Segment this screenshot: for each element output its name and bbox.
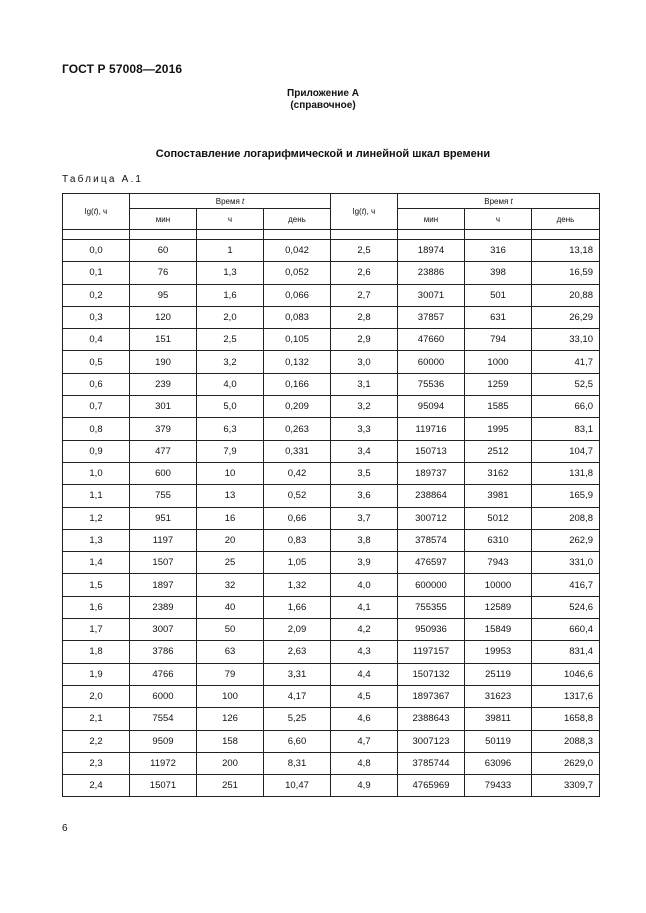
cell-min-right: 30071	[398, 284, 465, 306]
page-number: 6	[62, 823, 68, 834]
time-scale-table	[62, 193, 600, 797]
cell-lg-right: 2,6	[331, 262, 398, 284]
cell-lg-right: 4,1	[331, 596, 398, 618]
cell-hour-right: 794	[465, 329, 532, 351]
cell-day-right: 831,4	[532, 641, 600, 663]
cell-day-left: 4,17	[264, 685, 331, 707]
cell-min-left: 120	[130, 306, 197, 328]
cell-day-left: 6,60	[264, 730, 331, 752]
cell-day-right: 416,7	[532, 574, 600, 596]
cell-hour-left: 5,0	[197, 396, 264, 418]
cell-day-left: 0,083	[264, 306, 331, 328]
cell-lg-left: 1,5	[63, 574, 130, 596]
cell-hour-right: 79433	[465, 775, 532, 797]
cell-lg-left: 2,4	[63, 775, 130, 797]
cell-min-left: 477	[130, 440, 197, 462]
cell-min-left: 600	[130, 462, 197, 484]
cell-min-right: 60000	[398, 351, 465, 373]
cell-day-right: 660,4	[532, 619, 600, 641]
header-hour: ч	[197, 209, 264, 230]
table-row	[63, 663, 600, 685]
table-row	[63, 373, 600, 395]
cell-day-right: 3309,7	[532, 775, 600, 797]
cell-min-left: 60	[130, 240, 197, 262]
table-label: Таблица А.1	[62, 174, 144, 185]
cell-day-right: 66,0	[532, 396, 600, 418]
cell-min-right: 755355	[398, 596, 465, 618]
cell-hour-right: 631	[465, 306, 532, 328]
cell-lg-right: 4,6	[331, 708, 398, 730]
time-label: Время t	[484, 196, 513, 206]
cell-day-left: 5,25	[264, 708, 331, 730]
cell-lg-right: 3,8	[331, 529, 398, 551]
cell-hour-left: 1	[197, 240, 264, 262]
table-row	[63, 574, 600, 596]
header-hour: ч	[465, 209, 532, 230]
cell-min-right: 37857	[398, 306, 465, 328]
cell-lg-left: 0,8	[63, 418, 130, 440]
cell-lg-right: 4,5	[331, 685, 398, 707]
cell-day-left: 0,042	[264, 240, 331, 262]
cell-hour-right: 2512	[465, 440, 532, 462]
cell-hour-right: 12589	[465, 596, 532, 618]
cell-hour-left: 10	[197, 462, 264, 484]
cell-hour-left: 1,3	[197, 262, 264, 284]
cell-hour-left: 251	[197, 775, 264, 797]
lg-symbol: lg(t), ч	[352, 207, 376, 216]
table-row	[63, 240, 600, 262]
cell-min-right: 476597	[398, 552, 465, 574]
cell-lg-left: 1,9	[63, 663, 130, 685]
cell-lg-left: 0,9	[63, 440, 130, 462]
cell-hour-right: 10000	[465, 574, 532, 596]
table-row	[63, 462, 600, 484]
cell-day-right: 16,59	[532, 262, 600, 284]
table-row	[63, 619, 600, 641]
cell-min-right: 119716	[398, 418, 465, 440]
cell-lg-left: 2,0	[63, 685, 130, 707]
cell-hour-right: 25119	[465, 663, 532, 685]
cell-lg-left: 1,0	[63, 462, 130, 484]
cell-lg-left: 2,3	[63, 752, 130, 774]
appendix-heading	[0, 88, 646, 112]
cell-lg-left: 1,4	[63, 552, 130, 574]
header-time-right	[398, 194, 600, 209]
header-time-left	[130, 194, 331, 209]
cell-day-right: 262,9	[532, 529, 600, 551]
cell-lg-right: 4,0	[331, 574, 398, 596]
cell-hour-right: 501	[465, 284, 532, 306]
cell-min-right: 4765969	[398, 775, 465, 797]
cell-min-right: 950936	[398, 619, 465, 641]
cell-hour-right: 6310	[465, 529, 532, 551]
cell-lg-left: 2,2	[63, 730, 130, 752]
cell-hour-left: 16	[197, 507, 264, 529]
cell-min-left: 9509	[130, 730, 197, 752]
cell-min-left: 1197	[130, 529, 197, 551]
cell-hour-right: 398	[465, 262, 532, 284]
header-min: мин	[130, 209, 197, 230]
cell-hour-left: 13	[197, 485, 264, 507]
table-spacer-row	[63, 230, 600, 240]
cell-day-right: 331,0	[532, 552, 600, 574]
lg-symbol: lg(t), ч	[84, 207, 108, 216]
document-code: ГОСТ Р 57008—2016	[62, 62, 183, 76]
cell-min-left: 11972	[130, 752, 197, 774]
cell-lg-right: 3,4	[331, 440, 398, 462]
cell-day-right: 1046,6	[532, 663, 600, 685]
cell-lg-right: 3,9	[331, 552, 398, 574]
cell-lg-left: 1,8	[63, 641, 130, 663]
cell-lg-right: 3,7	[331, 507, 398, 529]
cell-hour-right: 1585	[465, 396, 532, 418]
cell-min-left: 95	[130, 284, 197, 306]
cell-min-right: 378574	[398, 529, 465, 551]
cell-hour-left: 40	[197, 596, 264, 618]
cell-day-left: 0,83	[264, 529, 331, 551]
table-row	[63, 284, 600, 306]
table-row	[63, 485, 600, 507]
cell-hour-right: 39811	[465, 708, 532, 730]
cell-lg-right: 4,2	[331, 619, 398, 641]
cell-hour-right: 1995	[465, 418, 532, 440]
cell-min-right: 75536	[398, 373, 465, 395]
cell-hour-left: 6,3	[197, 418, 264, 440]
table-row	[63, 775, 600, 797]
cell-day-left: 0,263	[264, 418, 331, 440]
cell-lg-right: 4,7	[331, 730, 398, 752]
cell-day-left: 0,132	[264, 351, 331, 373]
cell-lg-right: 3,3	[331, 418, 398, 440]
table-row	[63, 351, 600, 373]
cell-hour-right: 1259	[465, 373, 532, 395]
cell-lg-left: 0,6	[63, 373, 130, 395]
cell-lg-left: 1,7	[63, 619, 130, 641]
cell-day-left: 2,09	[264, 619, 331, 641]
cell-day-left: 0,52	[264, 485, 331, 507]
cell-min-left: 3786	[130, 641, 197, 663]
cell-min-right: 1197157	[398, 641, 465, 663]
cell-day-left: 1,66	[264, 596, 331, 618]
cell-min-left: 951	[130, 507, 197, 529]
cell-hour-right: 31623	[465, 685, 532, 707]
cell-day-left: 0,066	[264, 284, 331, 306]
cell-lg-right: 2,7	[331, 284, 398, 306]
cell-day-right: 2088,3	[532, 730, 600, 752]
cell-lg-left: 0,1	[63, 262, 130, 284]
cell-lg-right: 3,1	[331, 373, 398, 395]
cell-hour-right: 316	[465, 240, 532, 262]
cell-min-right: 3785744	[398, 752, 465, 774]
cell-day-left: 0,209	[264, 396, 331, 418]
cell-day-left: 0,42	[264, 462, 331, 484]
cell-day-left: 0,105	[264, 329, 331, 351]
cell-hour-left: 50	[197, 619, 264, 641]
cell-hour-right: 3162	[465, 462, 532, 484]
cell-min-right: 47660	[398, 329, 465, 351]
cell-min-left: 379	[130, 418, 197, 440]
cell-hour-left: 4,0	[197, 373, 264, 395]
cell-lg-right: 4,9	[331, 775, 398, 797]
table-row	[63, 552, 600, 574]
cell-day-right: 131,8	[532, 462, 600, 484]
cell-hour-right: 3981	[465, 485, 532, 507]
cell-lg-left: 1,1	[63, 485, 130, 507]
cell-hour-right: 7943	[465, 552, 532, 574]
time-label: Время t	[215, 196, 245, 206]
cell-day-right: 1317,6	[532, 685, 600, 707]
cell-hour-left: 7,9	[197, 440, 264, 462]
header-lg-right	[331, 194, 398, 230]
cell-lg-right: 4,3	[331, 641, 398, 663]
table-row	[63, 262, 600, 284]
cell-day-right: 33,10	[532, 329, 600, 351]
cell-min-right: 300712	[398, 507, 465, 529]
table-row	[63, 329, 600, 351]
cell-min-right: 238864	[398, 485, 465, 507]
cell-hour-left: 2,5	[197, 329, 264, 351]
cell-day-left: 0,331	[264, 440, 331, 462]
cell-lg-left: 0,4	[63, 329, 130, 351]
cell-day-right: 52,5	[532, 373, 600, 395]
cell-day-right: 165,9	[532, 485, 600, 507]
cell-hour-right: 50119	[465, 730, 532, 752]
cell-day-left: 0,66	[264, 507, 331, 529]
cell-day-right: 208,8	[532, 507, 600, 529]
cell-lg-left: 1,2	[63, 507, 130, 529]
cell-day-left: 1,05	[264, 552, 331, 574]
appendix-title: Приложение А	[287, 88, 359, 99]
cell-day-left: 0,052	[264, 262, 331, 284]
cell-hour-left: 158	[197, 730, 264, 752]
cell-day-left: 10,47	[264, 775, 331, 797]
cell-min-left: 755	[130, 485, 197, 507]
cell-min-right: 1897367	[398, 685, 465, 707]
table-row	[63, 752, 600, 774]
cell-min-right: 18974	[398, 240, 465, 262]
header-day: день	[264, 209, 331, 230]
cell-day-right: 13,18	[532, 240, 600, 262]
cell-lg-right: 2,9	[331, 329, 398, 351]
cell-day-right: 26,29	[532, 306, 600, 328]
cell-min-left: 2389	[130, 596, 197, 618]
section-heading: Сопоставление логарифмической и линейной шкал времени	[155, 148, 491, 160]
cell-min-left: 190	[130, 351, 197, 373]
cell-min-right: 3007123	[398, 730, 465, 752]
cell-lg-left: 0,2	[63, 284, 130, 306]
cell-hour-right: 19953	[465, 641, 532, 663]
cell-lg-right: 3,5	[331, 462, 398, 484]
cell-day-left: 8,31	[264, 752, 331, 774]
cell-day-left: 3,31	[264, 663, 331, 685]
table-row	[63, 396, 600, 418]
cell-min-right: 150713	[398, 440, 465, 462]
cell-min-left: 6000	[130, 685, 197, 707]
cell-hour-left: 100	[197, 685, 264, 707]
cell-lg-left: 0,3	[63, 306, 130, 328]
table-row	[63, 306, 600, 328]
cell-hour-left: 79	[197, 663, 264, 685]
cell-lg-left: 0,0	[63, 240, 130, 262]
cell-lg-left: 2,1	[63, 708, 130, 730]
cell-day-right: 41,7	[532, 351, 600, 373]
cell-min-left: 7554	[130, 708, 197, 730]
appendix-subtitle: (справочное)	[290, 100, 356, 111]
cell-day-right: 524,6	[532, 596, 600, 618]
cell-day-right: 83,1	[532, 418, 600, 440]
cell-hour-left: 2,0	[197, 306, 264, 328]
cell-hour-left: 3,2	[197, 351, 264, 373]
table-row	[63, 685, 600, 707]
table-row	[63, 507, 600, 529]
cell-hour-right: 5012	[465, 507, 532, 529]
cell-day-right: 20,88	[532, 284, 600, 306]
table-row	[63, 708, 600, 730]
cell-lg-right: 4,4	[331, 663, 398, 685]
table-body	[63, 230, 600, 797]
header-day: день	[532, 209, 600, 230]
header-min: мин	[398, 209, 465, 230]
table-row	[63, 440, 600, 462]
cell-min-left: 1507	[130, 552, 197, 574]
cell-min-right: 2388643	[398, 708, 465, 730]
cell-min-left: 301	[130, 396, 197, 418]
cell-hour-left: 126	[197, 708, 264, 730]
cell-min-right: 23886	[398, 262, 465, 284]
table-row	[63, 730, 600, 752]
cell-min-left: 3007	[130, 619, 197, 641]
cell-hour-right: 1000	[465, 351, 532, 373]
cell-day-left: 0,166	[264, 373, 331, 395]
cell-min-left: 15071	[130, 775, 197, 797]
cell-hour-left: 32	[197, 574, 264, 596]
cell-min-left: 239	[130, 373, 197, 395]
table-row	[63, 418, 600, 440]
cell-hour-left: 25	[197, 552, 264, 574]
table-row	[63, 529, 600, 551]
cell-lg-right: 4,8	[331, 752, 398, 774]
cell-min-left: 76	[130, 262, 197, 284]
cell-hour-right: 63096	[465, 752, 532, 774]
cell-lg-right: 2,8	[331, 306, 398, 328]
cell-lg-left: 1,6	[63, 596, 130, 618]
cell-lg-left: 1,3	[63, 529, 130, 551]
cell-hour-right: 15849	[465, 619, 532, 641]
cell-min-left: 1897	[130, 574, 197, 596]
cell-lg-right: 3,0	[331, 351, 398, 373]
cell-min-left: 4766	[130, 663, 197, 685]
cell-min-right: 189737	[398, 462, 465, 484]
cell-lg-right: 3,2	[331, 396, 398, 418]
table-header-row	[63, 194, 600, 209]
cell-hour-left: 20	[197, 529, 264, 551]
cell-day-left: 1,32	[264, 574, 331, 596]
cell-min-right: 1507132	[398, 663, 465, 685]
cell-day-right: 2629,0	[532, 752, 600, 774]
table-row	[63, 641, 600, 663]
cell-lg-left: 0,5	[63, 351, 130, 373]
cell-lg-left: 0,7	[63, 396, 130, 418]
cell-min-right: 600000	[398, 574, 465, 596]
cell-hour-left: 200	[197, 752, 264, 774]
table-row	[63, 596, 600, 618]
header-lg-left	[63, 194, 130, 230]
cell-hour-left: 63	[197, 641, 264, 663]
cell-lg-right: 2,5	[331, 240, 398, 262]
cell-hour-left: 1,6	[197, 284, 264, 306]
cell-lg-right: 3,6	[331, 485, 398, 507]
cell-day-right: 1658,8	[532, 708, 600, 730]
cell-min-left: 151	[130, 329, 197, 351]
cell-day-right: 104,7	[532, 440, 600, 462]
cell-day-left: 2,63	[264, 641, 331, 663]
cell-min-right: 95094	[398, 396, 465, 418]
